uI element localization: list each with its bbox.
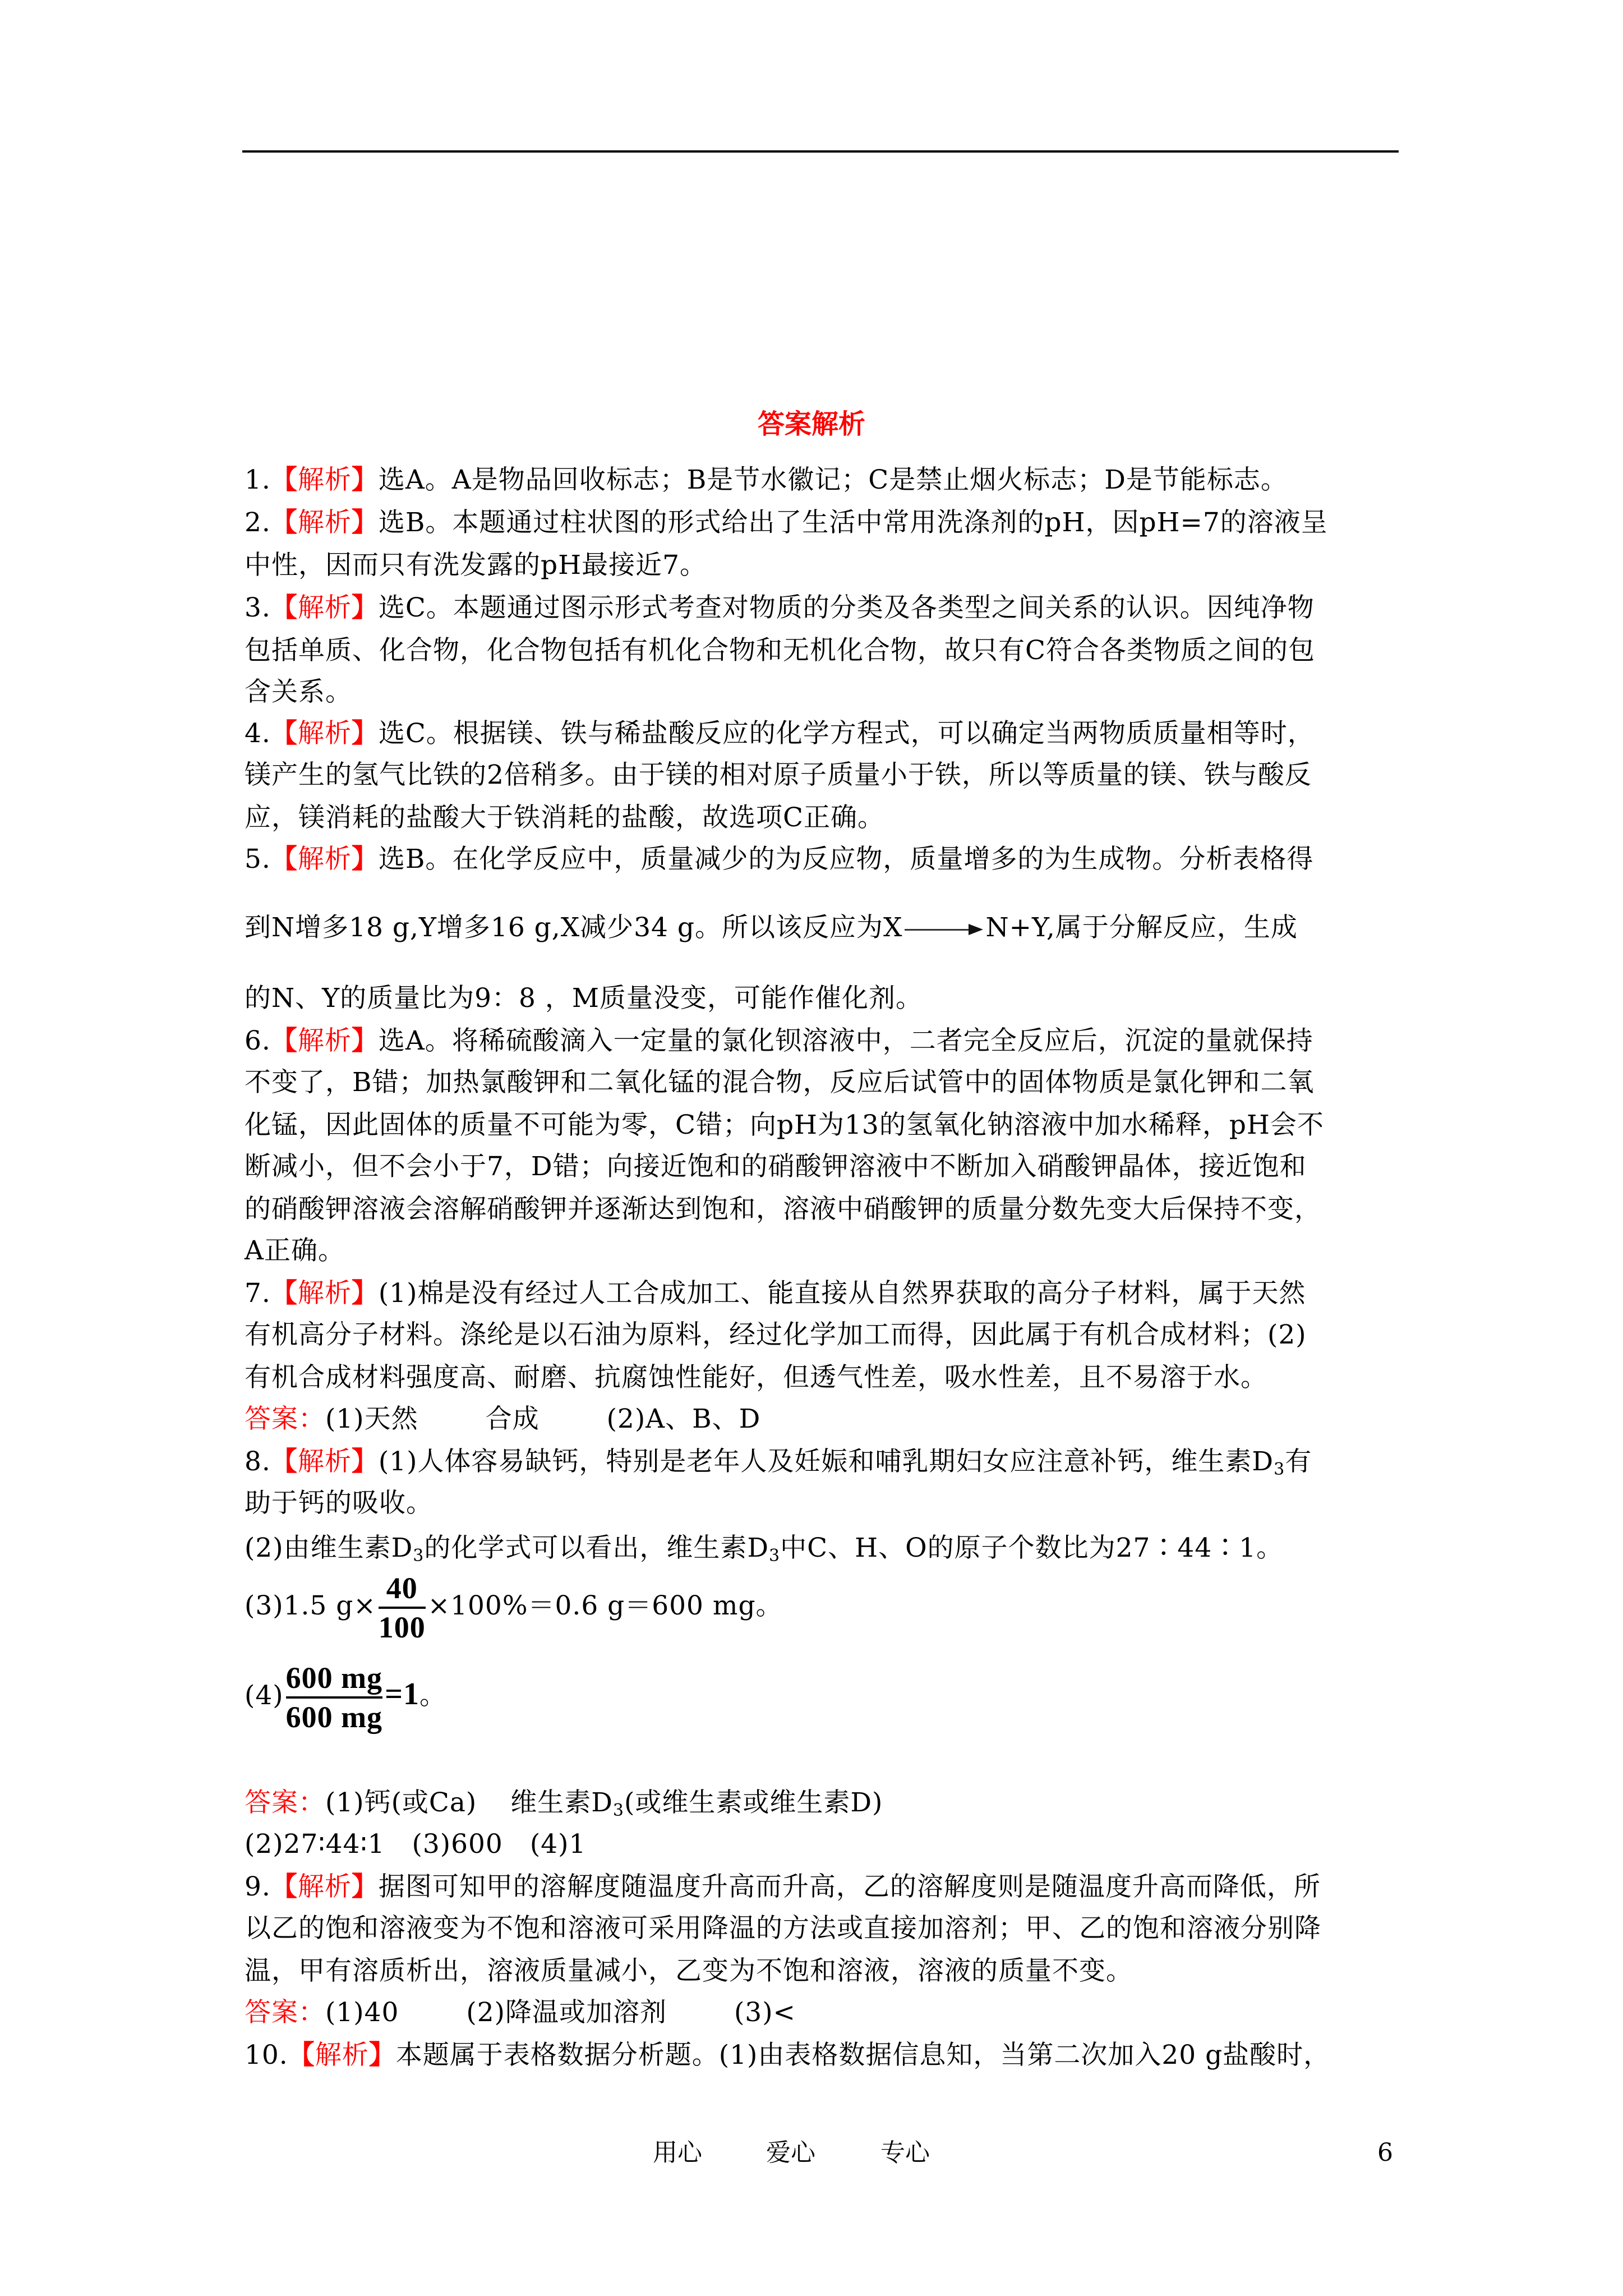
q8-answer-vitamin: 维生素D xyxy=(510,1787,613,1818)
q8-part2-b: 的化学式可以看出，维生素D xyxy=(424,1533,769,1563)
q10-text: 本题属于表格数据分析题。(1)由表格数据信息知，当第二次加入20 g盐酸时， xyxy=(395,2040,1331,2070)
q8-answer-calcium: (1)钙(或Ca) xyxy=(325,1787,477,1818)
q9-text: 据图可知甲的溶解度随温度升高而升高，乙的溶解度则是随温度升高而降低，所 xyxy=(378,1871,1321,1902)
bracket-open: 【 xyxy=(270,1871,298,1902)
fraction-600mg-600mg xyxy=(286,1660,382,1734)
q5-text: 选B。在化学反应中，质量减少的为反应物，质量增多的为生成物。分析表格得 xyxy=(378,844,1314,875)
q5-line-2 xyxy=(245,911,1411,945)
analysis-label: 解析 xyxy=(297,464,352,495)
q8-text: (1)人体容易缺钙，特别是老年人及妊娠和哺乳期妇女应注意补钙，维生素D xyxy=(378,1446,1274,1477)
q8-part2-c: 中C、H、O的原子个数比为27∶44∶1。 xyxy=(780,1533,1284,1563)
analysis-tag xyxy=(271,507,379,538)
analysis-label: 解析 xyxy=(297,1025,352,1056)
q9-number: 9. xyxy=(245,1871,271,1902)
q5-equation-right: N+Y,属于分解反应，生成 xyxy=(985,912,1298,943)
page-number: 6 xyxy=(1377,2138,1393,2167)
q1-number: 1. xyxy=(245,464,271,495)
fraction-denominator: 600 mg xyxy=(285,1700,383,1734)
q6-line-2: 不变了，B错；加热氯酸钾和二氧化锰的混合物，反应后试管中的固体物质是氯化钾和二氧 xyxy=(245,1067,1315,1098)
q1-line-1 xyxy=(245,463,1411,497)
q3-line-1 xyxy=(245,591,1411,625)
answer-tag: 答案： xyxy=(245,1787,325,1818)
subscript: 3 xyxy=(769,1546,781,1566)
q2-number: 2. xyxy=(245,507,271,538)
q6-line-5: 的硝酸钾溶液会溶解硝酸钾并逐渐达到饱和，溶液中硝酸钾的质量分数先变大后保持不变， xyxy=(245,1194,1321,1225)
q8-part2-a: (2)由维生素D xyxy=(245,1533,413,1563)
analysis-tag xyxy=(271,1278,379,1309)
analysis-tag xyxy=(288,2040,396,2070)
calc4-period: 。 xyxy=(419,1680,446,1711)
q5-line-3: 的N、Y的质量比为9：8 ，M质量没变，可能作催化剂。 xyxy=(245,983,923,1014)
q8-answer-2: (2)27∶44∶1 (3)600 (4)1 xyxy=(245,1829,587,1860)
analysis-label: 解析 xyxy=(315,2040,369,2070)
q10-line-1 xyxy=(245,2039,1411,2072)
q1-text: 选A。A是物品回收标志；B是节水徽记；C是禁止烟火标志；D是节能标志。 xyxy=(378,464,1288,495)
calc4-prefix: (4) xyxy=(245,1680,284,1711)
fraction-bar xyxy=(286,1696,382,1699)
q8-answer-vitamin-alt: (或维生素或维生素D) xyxy=(624,1787,883,1818)
bracket-close: 】 xyxy=(351,1025,379,1056)
analysis-label: 解析 xyxy=(297,1871,352,1902)
q6-number: 6. xyxy=(245,1025,271,1056)
q7-answer-2: (2)A、B、D xyxy=(606,1404,761,1434)
fraction-40-100 xyxy=(379,1571,426,1645)
analysis-tag xyxy=(271,1446,379,1477)
page-title: 答案解析 xyxy=(757,408,865,440)
q8-line-3 xyxy=(245,1531,1411,1565)
q6-line-4: 断减小，但不会小于7，D错；向接近饱和的硝酸钾溶液中不断加入硝酸钾晶体，接近饱和 xyxy=(245,1151,1307,1182)
q3-line-2: 包括单质、化合物，化合物包括有机化合物和无机化合物，故只有C符合各类物质之间的包 xyxy=(245,635,1315,666)
q4-number: 4. xyxy=(245,718,271,749)
fraction-bar xyxy=(379,1607,426,1609)
q7-line-2: 有机高分子材料。涤纶是以石油为原料，经过化学加工而得，因此属于有机合成材料；(2) xyxy=(245,1319,1307,1350)
q5-line-1 xyxy=(245,843,1411,876)
analysis-tag xyxy=(271,1025,379,1056)
answer-tag: 答案： xyxy=(245,1997,325,2028)
q3-text: 选C。本题通过图示形式考查对物质的分类及各类型之间关系的认识。因纯净物 xyxy=(378,592,1315,623)
q7-line-1 xyxy=(245,1277,1411,1310)
q6-line-3: 化锰，因此固体的质量不可能为零，C错；向pH为13的氢氧化钠溶液中加水稀释，pH会不 xyxy=(245,1110,1324,1140)
header-rule xyxy=(242,150,1399,153)
q7-answer-1: (1)天然 xyxy=(325,1404,418,1434)
q3-number: 3. xyxy=(245,592,271,623)
q6-line-6: A正确。 xyxy=(245,1235,345,1266)
bracket-open: 【 xyxy=(270,592,298,623)
analysis-tag xyxy=(271,592,379,623)
footer-motto-1: 用心 xyxy=(653,2138,702,2167)
q2-line-2: 中性，因而只有洗发露的pH最接近7。 xyxy=(245,550,707,581)
bracket-close: 】 xyxy=(351,844,379,875)
q7-text: (1)棉是没有经过人工合成加工、能直接从自然界获取的高分子材料，属于天然 xyxy=(378,1278,1306,1309)
q5-number: 5. xyxy=(245,844,271,875)
analysis-label: 解析 xyxy=(297,592,352,623)
bracket-close: 】 xyxy=(351,1446,379,1477)
bracket-open: 【 xyxy=(270,507,298,538)
bracket-open: 【 xyxy=(288,2040,315,2070)
bracket-open: 【 xyxy=(270,464,298,495)
bracket-open: 【 xyxy=(270,844,298,875)
q3-line-3: 含关系。 xyxy=(245,677,352,707)
q9-answer xyxy=(245,1996,1411,2030)
bracket-close: 】 xyxy=(368,2040,396,2070)
q8-answer-1 xyxy=(245,1786,1411,1820)
q7-answer-1b: 合成 xyxy=(485,1404,540,1434)
q10-number: 10. xyxy=(245,2040,288,2070)
bracket-close: 】 xyxy=(351,1278,379,1309)
analysis-label: 解析 xyxy=(297,507,352,538)
q9-line-2: 以乙的饱和溶液变为不饱和溶液可采用降温的方法或直接加溶剂；甲、乙的饱和溶液分别降 xyxy=(245,1913,1321,1944)
analysis-tag xyxy=(271,718,379,749)
reaction-arrow-icon xyxy=(905,924,983,935)
subscript: 3 xyxy=(413,1546,425,1566)
q8-calc-3 xyxy=(245,1571,1411,1645)
q2-line-1 xyxy=(245,506,1411,540)
bracket-open: 【 xyxy=(270,1025,298,1056)
q5-equation-left: 到N增多18 g,Y增多16 g,X减少34 g。所以该反应为X xyxy=(245,912,903,943)
calc3-suffix: ×100%＝0.6 g＝600 mg。 xyxy=(427,1590,783,1621)
q8-calc-4 xyxy=(245,1660,1411,1734)
analysis-tag xyxy=(271,464,379,495)
footer-motto-2: 爱心 xyxy=(766,2138,815,2167)
bracket-open: 【 xyxy=(270,1446,298,1477)
q7-number: 7. xyxy=(245,1278,271,1309)
q8-number: 8. xyxy=(245,1446,271,1477)
fraction-numerator: 600 mg xyxy=(285,1661,383,1695)
analysis-label: 解析 xyxy=(297,1278,352,1309)
analysis-label: 解析 xyxy=(297,1446,352,1477)
q8-line-1 xyxy=(245,1445,1411,1479)
q4-line-3: 应，镁消耗的盐酸大于铁消耗的盐酸，故选项C正确。 xyxy=(245,802,884,833)
bracket-close: 】 xyxy=(351,718,379,749)
q8-line-2: 助于钙的吸收。 xyxy=(245,1488,433,1519)
q8-text-end: 有 xyxy=(1285,1446,1312,1477)
q4-text: 选C。根据镁、铁与稀盐酸反应的化学方程式，可以确定当两物质质量相等时， xyxy=(378,718,1315,749)
fraction-numerator: 40 xyxy=(386,1571,418,1605)
fraction-denominator: 100 xyxy=(378,1611,426,1644)
q7-line-3: 有机合成材料强度高、耐磨、抗腐蚀性能好，但透气性差，吸水性差，且不易溶于水。 xyxy=(245,1362,1267,1393)
q7-answer xyxy=(245,1402,1411,1436)
bracket-open: 【 xyxy=(270,718,298,749)
analysis-tag xyxy=(271,1871,379,1902)
answer-tag: 答案： xyxy=(245,1404,325,1434)
analysis-tag xyxy=(271,844,379,875)
q4-line-1 xyxy=(245,717,1411,751)
q9-line-3: 温，甲有溶质析出，溶液质量减小，乙变为不饱和溶液，溶液的质量不变。 xyxy=(245,1955,1133,1986)
q2-text: 选B。本题通过柱状图的形式给出了生活中常用洗涤剂的pH，因pH=7的溶液呈 xyxy=(378,507,1328,538)
q6-line-1 xyxy=(245,1024,1411,1058)
calc4-result: =1 xyxy=(385,1677,419,1711)
q9-answer-3: (3)< xyxy=(734,1997,796,2028)
subscript: 3 xyxy=(612,1801,625,1820)
q9-answer-2: (2)降温或加溶剂 xyxy=(466,1997,667,2028)
analysis-label: 解析 xyxy=(297,718,352,749)
analysis-label: 解析 xyxy=(297,844,352,875)
q9-answer-1: (1)40 xyxy=(325,1997,399,2028)
calc3-prefix: (3)1.5 g× xyxy=(245,1590,376,1621)
bracket-open: 【 xyxy=(270,1278,298,1309)
bracket-close: 】 xyxy=(351,592,379,623)
q9-line-1 xyxy=(245,1870,1411,1904)
bracket-close: 】 xyxy=(351,464,379,495)
bracket-close: 】 xyxy=(351,507,379,538)
bracket-close: 】 xyxy=(351,1871,379,1902)
footer-motto-3: 专心 xyxy=(880,2138,930,2167)
subscript: 3 xyxy=(1274,1460,1285,1479)
q4-line-2: 镁产生的氢气比铁的2倍稍多。由于镁的相对原子质量小于铁，所以等质量的镁、铁与酸反 xyxy=(245,760,1312,790)
q6-text: 选A。将稀硫酸滴入一定量的氯化钡溶液中，二者完全反应后，沉淀的量就保持 xyxy=(378,1025,1313,1056)
